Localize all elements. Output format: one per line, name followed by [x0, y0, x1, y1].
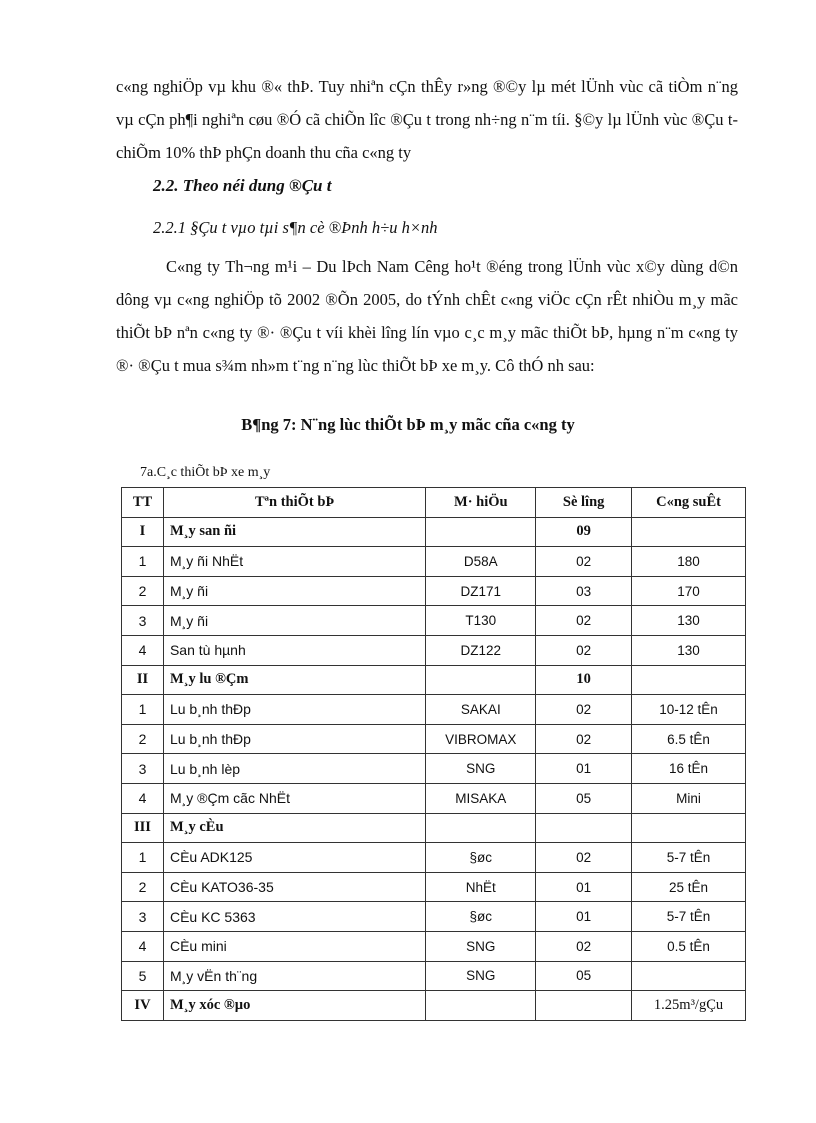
cell-tt: 2 [122, 576, 164, 606]
cell-capacity [632, 665, 746, 695]
cell-capacity: 6.5 tÊn [632, 724, 746, 754]
cell-tt: 1 [122, 843, 164, 873]
cell-tt: 4 [122, 783, 164, 813]
cell-quantity: 01 [536, 872, 632, 902]
table-subtitle: 7a.C¸c thiÕt bÞ xe m¸y [140, 465, 271, 480]
cell-tt: 4 [122, 635, 164, 665]
table-row [122, 635, 746, 665]
table-row [122, 931, 746, 961]
cell-capacity: Mini [632, 783, 746, 813]
cell-quantity: 05 [536, 783, 632, 813]
cell-tt: 3 [122, 754, 164, 784]
cell-name: CÈu ADK125 [163, 843, 425, 873]
cell-quantity: 02 [536, 547, 632, 577]
table-title: B¶ng 7: N¨ng lùc thiÕt bÞ m¸y mãc cña c«ng ty [241, 415, 575, 434]
cell-tt: 3 [122, 606, 164, 636]
cell-model [426, 517, 536, 547]
cell-tt: 4 [122, 931, 164, 961]
cell-tt: IV [122, 991, 164, 1021]
cell-model: SNG [426, 931, 536, 961]
subsection-heading-2-2-1: 2.2.1 §Çu t vµo tµi s¶n cè ®Þnh h÷u h×nh [153, 218, 438, 237]
cell-name: CÈu KATO36-35 [163, 872, 425, 902]
cell-tt: III [122, 813, 164, 843]
table-group-row [122, 991, 746, 1021]
table-header-row [122, 488, 746, 518]
cell-capacity: 130 [632, 606, 746, 636]
cell-tt: 2 [122, 872, 164, 902]
cell-model: NhËt [426, 872, 536, 902]
cell-model: §øc [426, 902, 536, 932]
cell-capacity: 180 [632, 547, 746, 577]
cell-capacity: 25 tÊn [632, 872, 746, 902]
table-row [122, 754, 746, 784]
cell-quantity: 02 [536, 606, 632, 636]
cell-capacity: 16 tÊn [632, 754, 746, 784]
table-row [122, 547, 746, 577]
cell-capacity [632, 517, 746, 547]
cell-model [426, 665, 536, 695]
cell-quantity: 02 [536, 695, 632, 725]
table-row [122, 783, 746, 813]
cell-model: SNG [426, 961, 536, 991]
cell-model [426, 813, 536, 843]
cell-name: CÈu mini [163, 931, 425, 961]
cell-model: DZ171 [426, 576, 536, 606]
cell-quantity [536, 813, 632, 843]
table-group-row [122, 665, 746, 695]
cell-name: M¸y ñi NhËt [163, 547, 425, 577]
cell-name: M¸y lu ®Çm [163, 665, 425, 695]
cell-name: M¸y ®Çm cãc NhËt [163, 783, 425, 813]
cell-name: Lu b¸nh lèp [163, 754, 425, 784]
table-row [122, 843, 746, 873]
cell-capacity: 1.25m³/gÇu [632, 991, 746, 1021]
cell-tt: 3 [122, 902, 164, 932]
cell-quantity: 02 [536, 724, 632, 754]
cell-model: MISAKA [426, 783, 536, 813]
cell-model: DZ122 [426, 635, 536, 665]
table-group-row [122, 517, 746, 547]
cell-name: M¸y ñi [163, 576, 425, 606]
body-paragraph: C«ng ty Th¬ng m¹i – Du lÞch Nam Cêng ho¹t ®éng trong lÜnh vùc x©y dùng d©n dông vµ c«ng nghiÖp tõ 2002 ®Õn 2005, do tÝnh chÊt c«ng viÖc cÇn rÊt nhiÒu m¸y mãc thiÕt bÞ nªn c«ng ty ®· ®Çu t víi khèi lîng lín vµo c¸c m¸y mãc thiÕt bÞ, hµng n¨m c«ng ty ®· ®Çu t mua s¾m nh»m t¨ng n¨ng lùc thiÕt bÞ xe m¸y. Cô thÓ nh sau: [116, 257, 738, 375]
column-header-capacity: C«ng suÊt [632, 488, 746, 518]
cell-capacity: 0.5 tÊn [632, 931, 746, 961]
cell-name: San tù hµnh [163, 635, 425, 665]
equipment-table [121, 487, 746, 1021]
cell-quantity [536, 991, 632, 1021]
cell-name: M¸y cÈu [163, 813, 425, 843]
cell-name: CÈu KC 5363 [163, 902, 425, 932]
table-body [122, 517, 746, 1020]
cell-quantity: 02 [536, 931, 632, 961]
cell-model: §øc [426, 843, 536, 873]
cell-name: Lu b¸nh thÐp [163, 724, 425, 754]
cell-model: T130 [426, 606, 536, 636]
cell-capacity: 10-12 tÊn [632, 695, 746, 725]
cell-name: M¸y san ñi [163, 517, 425, 547]
section-heading-2-2: 2.2. Theo néi dung ®Çu t [153, 176, 332, 195]
cell-capacity: 170 [632, 576, 746, 606]
table-row [122, 961, 746, 991]
cell-quantity: 03 [536, 576, 632, 606]
column-header-model: M· hiÖu [426, 488, 536, 518]
cell-capacity: 5-7 tÊn [632, 902, 746, 932]
cell-name: Lu b¸nh thÐp [163, 695, 425, 725]
cell-name: M¸y vËn th¨ng [163, 961, 425, 991]
cell-quantity: 02 [536, 843, 632, 873]
cell-quantity: 01 [536, 754, 632, 784]
cell-model: D58A [426, 547, 536, 577]
cell-tt: 1 [122, 695, 164, 725]
table-row [122, 872, 746, 902]
column-header-tt: TT [122, 488, 164, 518]
intro-paragraph: c«ng nghiÖp vµ khu ®« thÞ. Tuy nhiªn cÇn thÊy r»ng ®©y lµ mét lÜnh vùc cã tiÒm n¨ng vµ cÇn ph¶i nghiªn cøu ®Ó cã chiÕn lîc ®Çu t trong nh÷ng n¨m tíi. §©y lµ lÜnh vùc ®Çu t chiÕm 10% thÞ phÇn doanh thu cña c«ng ty [116, 77, 738, 162]
table-row [122, 724, 746, 754]
cell-capacity [632, 813, 746, 843]
cell-tt: I [122, 517, 164, 547]
table-row [122, 576, 746, 606]
cell-tt: 2 [122, 724, 164, 754]
table-group-row [122, 813, 746, 843]
cell-model [426, 991, 536, 1021]
cell-quantity: 05 [536, 961, 632, 991]
cell-tt: II [122, 665, 164, 695]
cell-name: M¸y xóc ®µo [163, 991, 425, 1021]
cell-quantity: 10 [536, 665, 632, 695]
cell-quantity: 02 [536, 635, 632, 665]
cell-quantity: 01 [536, 902, 632, 932]
cell-tt: 5 [122, 961, 164, 991]
cell-model: SAKAI [426, 695, 536, 725]
cell-name: M¸y ñi [163, 606, 425, 636]
table-row [122, 902, 746, 932]
cell-model: SNG [426, 754, 536, 784]
cell-capacity: 5-7 tÊn [632, 843, 746, 873]
table-row [122, 695, 746, 725]
cell-tt: 1 [122, 547, 164, 577]
column-header-quantity: Sè lîng [536, 488, 632, 518]
cell-capacity: 130 [632, 635, 746, 665]
column-header-name: Tªn thiÕt bÞ [163, 488, 425, 518]
cell-capacity [632, 961, 746, 991]
cell-model: VIBROMAX [426, 724, 536, 754]
table-row [122, 606, 746, 636]
cell-quantity: 09 [536, 517, 632, 547]
